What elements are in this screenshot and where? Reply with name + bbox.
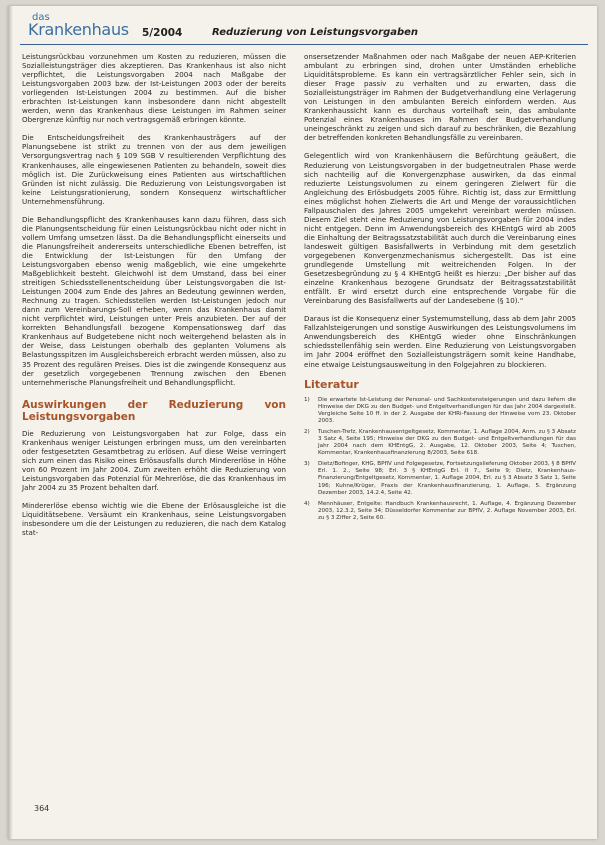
page-binding-shadow: [8, 6, 13, 839]
paragraph: Gelegentlich wird von Krankenhäusern die Befürchtung geäußert, die Reduzierung von Leistungsvorgaben in der budgetneutralen Phase werde sich nachteilig auf die Konvergenzphase auswirken, da das einmal reduzierte Leistungsvolumen zu einem geringeren Zielwert für die Angleichung des Erlösbudgets 2005 führe. Richtig ist, dass zur Ermittlung eines möglichst hohen Zielwerts die Art und Menge der voraussichtlichen Fallpauschalen des Jahres 2005 umgekehrt vereinbart werden müssen. Diesem Ziel steht eine Reduzierung von Leistungsvorgaben für 2004 indes nicht entgegen. Denn im Anwendungsbereich des KHEntgG wird ab 2005 die Einhaltung der Beitragssatzstabilität auch durch die Vereinbarung eines landesweit gültigen Basisfallwerts in Verbindung mit dem gesetzlich vorgegebenen Konvergenzmechanismus sichergestellt. Das ist eine grundlegende Umstellung mit weitreichenden Folgen. In der Gesetzesbegründung zu § 4 KHEntgG heißt es hierzu: „Der bisher auf das einzelne Krankenhaus bezogene Grundsatz der Beitragssatzstabilität entfällt. Er wird ersetzt durch eine entsprechende Vorgabe für die Vereinbarung des Basisfallwerts auf der Landesebene (§ 10).“: [304, 151, 576, 306]
reference-item: 4) Mennhäuser, Entgelte: Handbuch Krankenhausrecht, 1. Auflage, 4. Ergänzung Dezember 2003, 12.3.2, Seite 34; Düsseldorfer Kommentar zur BPflV, 2. Auflage November 2003, Erl. zu § 3 Ziffer 2, Seite 60.: [304, 500, 576, 521]
reference-item: 1) Die erwartete Ist-Leistung der Personal- und Sachkostensteigerungen und dazu liefern die Hinweise der DKG zu den Budget- und Entgeltverhandlungen für das Jahr 2004 dargestellt. Vergleiche Seite 10 ff. in der 2. Ausgabe der KHRi-Fassung der Hinweise vom 23. Oktober 2003.: [304, 396, 576, 424]
page-header: [20, 12, 588, 45]
reference-item: 3) Dietz/Bofinger, KHG, BPflV und Folgegesetze, Fortsetzungslieferung Oktober 2003, § 8 BPflV Erl. 1. 2., Seite 98; Erl. 3 § KHEntgG Erl. II 7., Seite 9; Dietz, Krankenhaus-Finanzierung/Entgeltgesetz, Kommentar, 1. Auflage 2004, Erl. zu § 3 Absatz 3 Satz 1, Seite 196; Kuhne/Krüger, Praxis der Krankenhausfinanzierung, 1. Auflage, 5. Ergänzung Dezember 2003, 14.2.4, Seite 42.: [304, 461, 576, 496]
logo-das: das: [32, 12, 50, 23]
left-column: [22, 52, 286, 546]
paragraph: Die Behandlungspflicht des Krankenhauses kann dazu führen, dass sich die Planungsentscheidung für einen Leistungsrückbau nicht oder nicht in vollem Umfang umsetzen lässt. Da die Behandlungspflicht einerseits und die Planungsfreiheit andererseits unterschiedliche Ebenen betreffen, ist die Entwicklung der Ist-Leistungen für den Umfang der Leistungsvorgaben ebenso wenig maßgeblich, wie eine umgekehrte Maßgeblichkeit besteht. Gleichwohl ist dem Umstand, dass bei einer streitigen Schiedsstellenentscheidung über Leistungsvorgaben die Ist-Leistungen 2004 zum Ende des Jahres an Bedeutung gewinnen werden, Rechnung zu tragen. Schiedsstellen werden Ist-Leistungen jedoch nur dann zum Vereinbarungs-Soll erheben, wenn das Krankenhaus damit nicht verpflichtet wird, Leistungen unter Preis anzubieten. Der auf der korrekten Behandlungsfall bezogene Kompensationsweg darf das Krankenhaus auf Budgetebene nicht noch weitergehend belasten als in der Weise, dass Leistungen oberhalb des geplanten Volumens als Belastungsspitzen im Ausgleichsbereich erbracht werden müssen, also zu 35 Prozent des regulären Preises. Dies ist die zwingende Konsequenz aus der gesetzlich vorgegebenen Trennung zwischen den Ebenen unternehmerische Planungsfreiheit und Behandlungspflicht.: [22, 214, 286, 387]
paragraph: onsersetzender Maßnahmen oder nach Maßgabe der neuen AEP-Kriterien ambulant zu erbringen sind, drohen unter Umständen erhebliche Liquiditätsprobleme. Es kann ein vertragsärztlicher Fehler sein, sich in dieser Frage passiv zu verhalten und zu erwarten, dass die Sozialleistungsträger im Rahmen der Budgetverhandlung eine Verlagerung von Leistungen in den ambulanten Bereich einfordern werden. Aus Krankenhaussicht kann es durchaus vorteilhaft sein, das ambulante Potenzial eines Krankenhauses im Rahmen der Budgetverhandlung uneingeschränkt zu zeigen und sich darauf zu beschränken, die Bezahlung der betreffenden konkreten Behandlungsfälle zu vereinbaren.: [304, 52, 576, 143]
document-page: [8, 6, 597, 839]
paragraph: Leistungsrückbau vorzunehmen um Kosten zu reduzieren, müssen die Sozialleistungsträger dies akzeptieren. Das Krankenhaus ist also nicht verpflichtet, die Leistungsvorgaben 2004 nach Maßgabe der Leistungsvorgaben 2003 bzw. der Ist-Leistungen 2003 oder der bereits vorliegenden Ist-Leistungen 2004 zu bestimmen. Auf die bisher erbrachten Ist-Leistungen kann insbesondere dann nicht abgestellt werden, wenn das Krankenhaus diese Leistungen im Rahmen seiner Obergrenze künftig nur noch vertragsgemäß erbringen könnte.: [22, 52, 286, 125]
running-title: Reduzierung von Leistungsvorgaben: [212, 27, 419, 38]
literature-heading: Literatur: [304, 377, 359, 391]
section-heading: Auswirkungen der Reduzierung von Leistungsvorgaben: [22, 398, 286, 423]
right-column: [304, 52, 576, 526]
page-number: 364: [34, 804, 50, 813]
reference-list: [304, 397, 576, 523]
logo-krankenhaus: Krankenhaus: [28, 20, 129, 39]
paragraph: Mindererlöse ebenso wichtig wie die Ebene der Erlösausgleiche ist die Liquiditätsebene. Versäumt ein Krankenhaus, seine Leistungsvorgaben insbesondere um die der Leistungen zu reduzieren, die nach dem Katalog stat-: [22, 500, 286, 538]
paragraph: Die Entscheidungsfreiheit des Krankenhausträgers auf der Planungsebene ist strikt zu trennen von der aus dem jeweiligen Versorgungsvertrag nach § 109 SGB V resultierenden Verpflichtung des Krankenhauses, alle eingewiesenen Patienten zu behandeln, soweit dies möglich ist. Die Zurückweisung eines Patienten aus wirtschaftlichen Gründen ist nicht zulässig. Die Reduzierung von Leistungsvorgaben ist keine Leistungsrationierung, sondern Konsequenz wirtschaftlicher Unternehmensführung.: [22, 133, 286, 206]
paragraph: Die Reduzierung von Leistungsvorgaben hat zur Folge, dass ein Krankenhaus weniger Leistungen erbringen muss, um den vereinbarten oder festgesetzten Gesamtbetrag zu erlösen. Auf diese Weise verringert sich zum einen das Risiko eines Erlösausfalls durch Mindererlöse in Höhe von 60 Prozent im Jahr 2004. Zum zweiten erhöht die Reduzierung von Leistungsvorgaben das Potenzial für Mehrerlöse, die das Krankenhaus im Jahr 2004 zu 35 Prozent behalten darf.: [22, 428, 286, 492]
paragraph: Daraus ist die Konsequenz einer Systemumstellung, dass ab dem Jahr 2005 Fallzahlsteigerungen und sonstige Auswirkungen des Leistungsvolumens im Anwendungsbereich des KHEntgG wieder ohne Einschränkungen schiedsstellenfähig sein werden. Eine Reduzierung von Leistungsvorgaben im Jahr 2004 eröffnet den Sozialleistungsträgern somit keine Handhabe, eine etwaige Leistungsausweitung in den Folgejahren zu blockieren.: [304, 314, 576, 369]
issue-number: 5/2004: [142, 27, 183, 39]
reference-item: 2) Tuschen-Trefz, Krankenhausentgeltgesetz, Kommentar, 1. Auflage 2004, Anm. zu § 3 Absatz 3 Satz 4, Seite 195; Hinweise der DKG zu den Budget- und Entgeltverhandlungen für das Jahr 2004 nach dem KHEntgG, 2. Ausgabe, 12. Oktober 2003, Seite 4; Tuschen, Kommentar, Krankenhausfinanzierung 8/2003, Seite 618.: [304, 428, 576, 457]
